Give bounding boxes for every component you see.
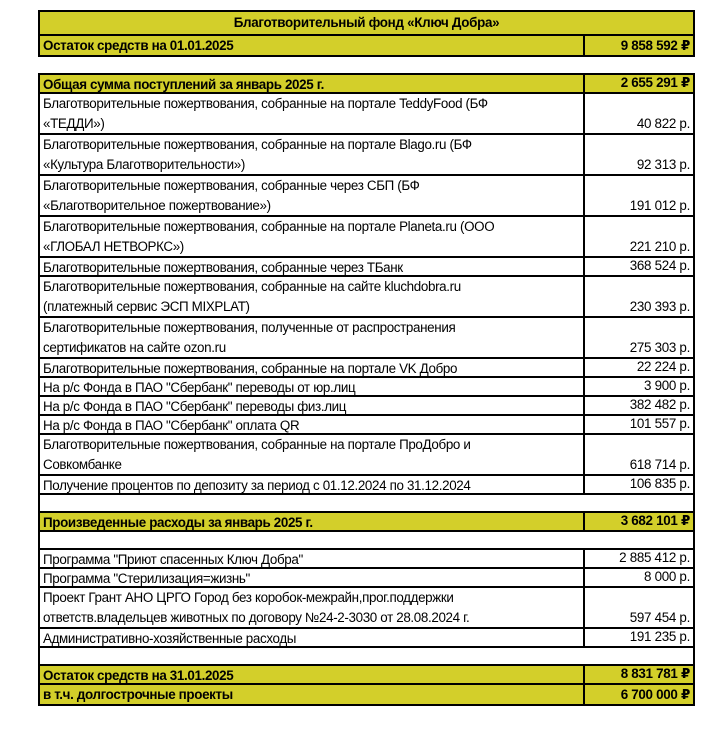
income-label-line1: Благотворительные пожертвования, собранные на сайте kluchdobra.ru: [43, 279, 461, 294]
income-value: 40 822 р.: [636, 116, 690, 131]
expense-row: [40, 629, 693, 648]
expense-label-line1: Проект Грант АНО ЦРГО Город без коробок-межрайн,прог.поддержки: [43, 590, 454, 605]
summary-header-table: [38, 10, 695, 57]
expenses-header-value: 3 682 101 ₽: [620, 513, 690, 528]
expense-row: [40, 569, 693, 588]
expense-label-line2: ответств.владельцев животных по договору №24-2-3030 от 28.08.2024 г.: [43, 609, 470, 625]
income-row: [40, 217, 693, 258]
income-value: 368 524 р.: [629, 258, 690, 273]
expense-label: Программа "Приют спасенных Ключ Добра": [40, 550, 585, 567]
income-label: На р/с Фонда в ПАО "Сбербанк" переводы от юр.лиц: [40, 378, 585, 395]
income-label: Получение процентов по депозиту за период с 01.12.2024 по 31.12.2024: [40, 476, 585, 493]
income-label: На р/с Фонда в ПАО "Сбербанк" оплата QR: [40, 416, 585, 433]
income-label: На р/с Фонда в ПАО "Сбербанк" переводы физ.лиц: [40, 397, 585, 414]
income-row: [40, 258, 693, 277]
income-label-line1: Благотворительные пожертвования, полученные от распространения: [43, 320, 456, 335]
spacer-row: [40, 648, 693, 666]
report-table: [38, 73, 695, 706]
closing-balance-label: Остаток средств на 31.01.2025: [40, 666, 585, 683]
expense-value: 2 885 412 р.: [619, 550, 690, 565]
expense-value: 597 454 р.: [629, 610, 690, 625]
income-value: 221 210 р.: [629, 239, 690, 254]
expense-label: Административно-хозяйственные расходы: [40, 629, 585, 646]
income-label-line2: «Благотворительное пожертвование»): [43, 197, 271, 213]
fund-title: Благотворительный фонд «Ключ Добра»: [233, 15, 500, 30]
income-row: [40, 318, 693, 359]
income-row: [40, 277, 693, 318]
expense-value: 8 000 р.: [644, 569, 690, 584]
income-value: 22 224 р.: [636, 359, 690, 374]
income-label-line1: Благотворительные пожертвования, собранные через СБП (БФ: [43, 178, 420, 193]
income-label-line2: (платежный сервис ЭСП MIXPLAT): [43, 298, 250, 314]
income-value: 101 557 р.: [629, 416, 690, 431]
closing-balance-value: 8 831 781 ₽: [620, 666, 690, 681]
income-value: 3 900 р.: [644, 378, 690, 393]
income-label-line1: Благотворительные пожертвования, собранные на портале Blago.ru (БФ: [43, 137, 472, 152]
opening-balance-value: 9 858 592 ₽: [620, 38, 690, 53]
income-row: [40, 476, 693, 495]
expenses-header-label: Произведенные расходы за январь 2025 г.: [40, 513, 585, 530]
long-term-label: в т.ч. долгострочные проекты: [40, 685, 585, 704]
income-label-line2: «ТЕДДИ»): [43, 115, 105, 131]
spacer-row: [40, 495, 693, 513]
income-row: [40, 94, 693, 135]
spacer-row: [40, 532, 693, 550]
income-value: 230 393 р.: [629, 299, 690, 314]
income-label: Благотворительные пожертвования, собранные на портале VK Добро: [40, 359, 585, 376]
income-header-value: 2 655 291 ₽: [620, 75, 690, 90]
income-header-row: [40, 75, 693, 94]
income-value: 191 012 р.: [629, 198, 690, 213]
expense-row: [40, 588, 693, 629]
income-row: [40, 416, 693, 435]
long-term-row: [40, 685, 693, 704]
income-label-line1: Благотворительные пожертвования, собранные на портале TeddyFood (БФ: [43, 96, 488, 111]
income-label: Благотворительные пожертвования, собранные через ТБанк: [40, 258, 585, 275]
income-row: [40, 176, 693, 217]
income-label-line2: Совкомбанке: [43, 456, 122, 472]
income-row: [40, 435, 693, 476]
income-label-line2: «ГЛОБАЛ НЕТВОРКС»): [43, 238, 184, 254]
expense-row: [40, 550, 693, 569]
expenses-header-row: [40, 513, 693, 532]
income-value: 275 303 р.: [629, 340, 690, 355]
income-label-line2: «Культура Благотворительности»): [43, 156, 245, 172]
income-label-line2: сертификатов на сайте ozon.ru: [43, 339, 226, 355]
income-row: [40, 397, 693, 416]
income-header-label: Общая сумма поступлений за январь 2025 г.: [40, 75, 585, 92]
opening-balance-row: [40, 36, 693, 55]
long-term-value: 6 700 000 ₽: [620, 687, 690, 702]
title-row: [40, 12, 693, 36]
income-value: 618 714 р.: [629, 457, 690, 472]
closing-balance-row: [40, 666, 693, 685]
income-value: 382 482 р.: [629, 397, 690, 412]
expense-value: 191 235 р.: [629, 629, 690, 644]
expense-label: Программа "Стерилизация=жизнь": [40, 569, 585, 586]
opening-balance-label: Остаток средств на 01.01.2025: [40, 36, 585, 55]
income-row: [40, 378, 693, 397]
income-value: 106 835 р.: [629, 476, 690, 491]
income-row: [40, 135, 693, 176]
income-row: [40, 359, 693, 378]
income-value: 92 313 р.: [636, 157, 690, 172]
income-label-line1: Благотворительные пожертвования, собранные на портале Planeta.ru (ООО: [43, 219, 495, 234]
income-label-line1: Благотворительные пожертвования, собранные на портале ПроДобро и: [43, 437, 471, 452]
